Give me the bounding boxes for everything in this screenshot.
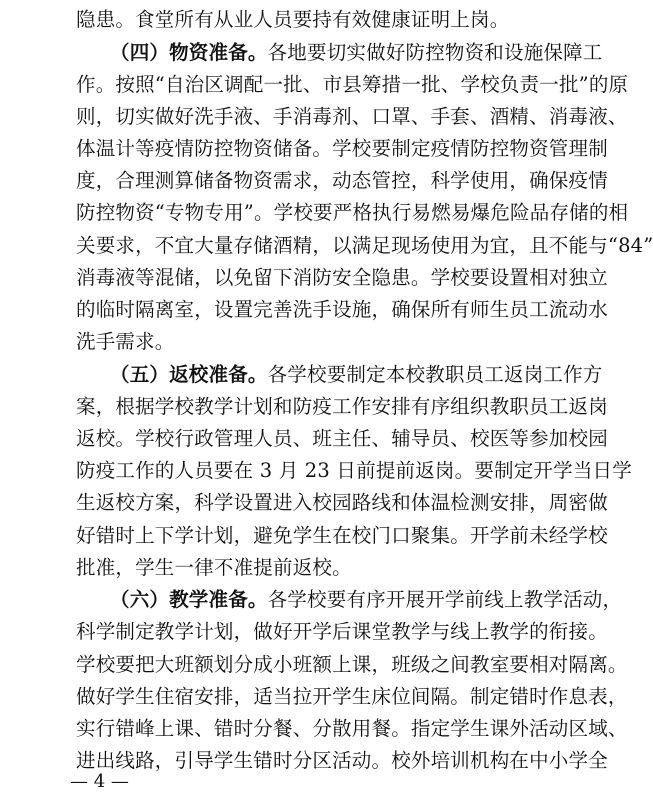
line-text: 学校要把大班额划分成小班额上课，班级之间教室要相对隔离。 (76, 653, 628, 676)
line-text: 实行错峰上课、错时分餐、分散用餐。指定学生课外活动区域、 (76, 717, 628, 740)
text-line (76, 555, 556, 581)
line-text: 作。按照“自治区调配一批、市县筹措一批、学校负责一批”的原 (76, 73, 629, 96)
line-text: 体温计等疫情防控物资储备。学校要制定疫情防控物资管理制 (76, 137, 608, 160)
line-text: 消毒液等混储，以免留下消防安全隐患。学校要设置相对独立 (76, 266, 608, 289)
line-text: 各学校要制定本校教职员工返岗工作方 (267, 363, 603, 386)
line-text: 防疫工作的人员要在 3 月 23 日前提前返岗。要制定开学当日学 (76, 459, 632, 482)
line-text: 返校。学校行政管理人员、班主任、辅导员、校医等参加校园 (76, 427, 608, 450)
text-line (76, 329, 556, 355)
text-line (76, 458, 632, 484)
text-line (76, 523, 608, 549)
text-line (76, 200, 629, 226)
line-text: 各学校要有序开展开学前线上教学活动， (267, 588, 623, 611)
section-heading-line (110, 587, 623, 613)
text-line (76, 748, 608, 774)
line-text: 洗手需求。 (76, 330, 175, 353)
line-text: 科学制定教学计划，做好开学后课堂教学与线上教学的衔接。 (76, 620, 608, 643)
text-line (76, 7, 556, 33)
line-text: 进出线路，引导学生错时分区活动。校外培训机构在中小学全 (76, 749, 608, 772)
line-text: 各地要切实做好防控物资和设施保障工 (267, 41, 603, 64)
line-text: 度，合理测算储备物资需求，动态管控，科学使用，确保疫情 (76, 169, 608, 192)
section-heading: （六）教学准备。 (110, 588, 268, 611)
text-line (76, 72, 629, 98)
text-line (76, 394, 608, 420)
line-text: 隐患。食堂所有从业人员要持有效健康证明上岗。 (76, 8, 510, 31)
line-text: 做好学生住宿安排，适当拉开学生床位间隔。制定错时作息表， (76, 685, 628, 708)
text-line (76, 265, 608, 291)
page-number: — 4 — (70, 771, 129, 792)
text-line (76, 168, 608, 194)
section-heading: （五）返校准备。 (110, 363, 268, 386)
line-text: 好错时上下学计划，避免学生在校门口聚集。开学前未经学校 (76, 524, 608, 547)
text-line (76, 716, 628, 742)
text-line (76, 233, 653, 259)
line-text: 防控物资“专物专用”。学校要严格执行易燃易爆危险品存储的相 (76, 201, 629, 224)
line-text: 则，切实做好洗手液、手消毒剂、口罩、手套、酒精、消毒液、 (76, 105, 628, 128)
section-heading-line (110, 362, 603, 388)
text-line (76, 652, 628, 678)
section-heading-line (110, 40, 603, 66)
line-text: 的临时隔离室，设置完善洗手设施，确保所有师生员工流动水 (76, 298, 608, 321)
text-line (76, 490, 608, 516)
text-line (76, 297, 608, 323)
text-line (76, 104, 628, 130)
text-line (76, 136, 608, 162)
text-line (76, 426, 608, 452)
line-text: 案，根据学校教学计划和防疫工作安排有序组织教职员工返岗 (76, 395, 608, 418)
line-text: 关要求，不宜大量存储酒精，以满足现场使用为宜，且不能与“84” (76, 234, 653, 257)
line-text: 生返校方案，科学设置进入校园路线和体温检测安排，周密做 (76, 491, 608, 514)
text-line (76, 684, 628, 710)
text-line (76, 619, 608, 645)
section-heading: （四）物资准备。 (110, 41, 268, 64)
line-text: 批准，学生一律不准提前返校。 (76, 556, 352, 579)
